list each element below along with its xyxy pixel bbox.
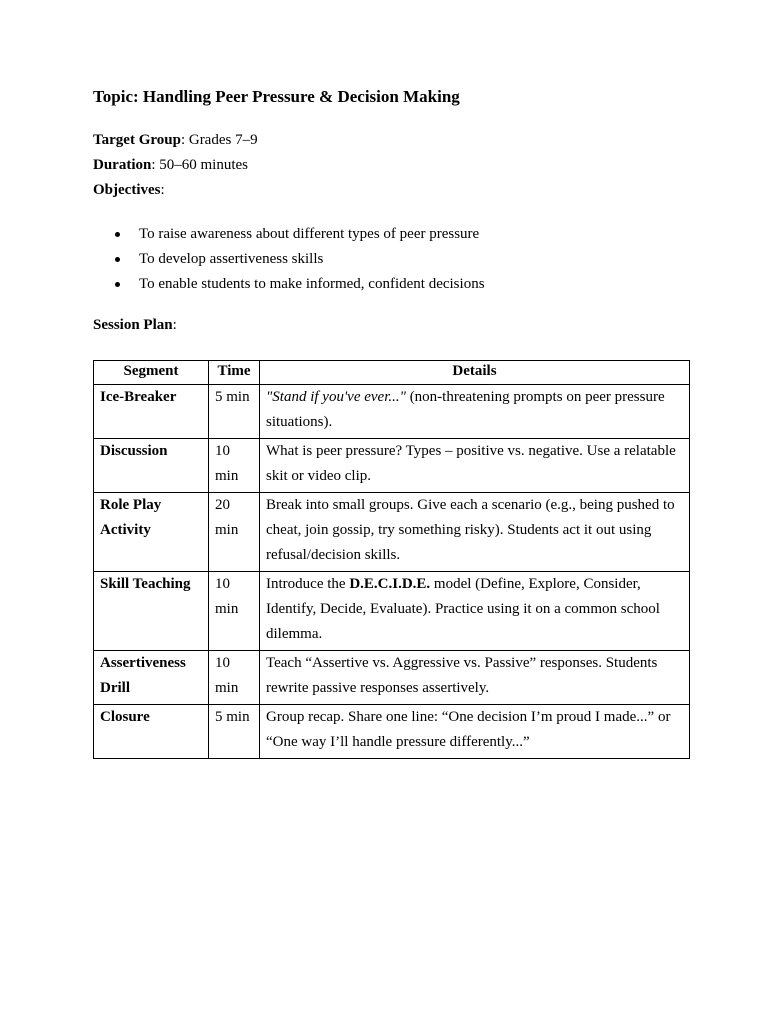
- time-cell: 10 min: [209, 439, 260, 493]
- details-cell: [260, 572, 690, 651]
- duration-line: [93, 157, 248, 174]
- table-row: [94, 439, 690, 493]
- details-pre: Introduce the: [266, 576, 350, 592]
- objectives-list: [93, 224, 485, 299]
- time-cell: 10 min: [209, 651, 260, 705]
- table-header-row: [94, 361, 690, 385]
- duration-value: : 50–60 minutes: [151, 157, 249, 173]
- details-cell: What is peer pressure? Types – positive vs. negative. Use a relatable skit or video clip.: [260, 439, 690, 493]
- list-item: [93, 249, 485, 274]
- table-row: [94, 493, 690, 572]
- segment-cell: Ice-Breaker: [94, 385, 209, 439]
- duration-label: Duration: [93, 157, 152, 173]
- segment-cell: Closure: [94, 705, 209, 759]
- table-row: [94, 572, 690, 651]
- objective-text: To enable students to make informed, confident decisions: [139, 276, 485, 292]
- target-group-value: : Grades 7–9: [180, 132, 258, 148]
- topic-heading: Topic: Handling Peer Pressure & Decision Making: [93, 87, 460, 106]
- objectives-label: Objectives: [93, 182, 161, 198]
- details-cell: [260, 385, 690, 439]
- table-row: [94, 705, 690, 759]
- objectives-suffix: :: [160, 182, 165, 198]
- header-time: Time: [209, 361, 260, 385]
- segment-cell: Discussion: [94, 439, 209, 493]
- bullet-icon: [115, 282, 120, 287]
- target-group-line: [93, 132, 258, 149]
- details-cell: Group recap. Share one line: “One decision I’m proud I made...” or “One way I’ll handle pressure differently...”: [260, 705, 690, 759]
- time-cell: 5 min: [209, 385, 260, 439]
- details-bold: D.E.C.I.D.E.: [349, 576, 431, 592]
- details-cell: Teach “Assertive vs. Aggressive vs. Passive” responses. Students rewrite passive responses assertively.: [260, 651, 690, 705]
- details-text: (non-threatening prompts on peer pressure situations).: [266, 389, 665, 430]
- objective-text: To raise awareness about different types of peer pressure: [139, 226, 480, 242]
- table-row: [94, 651, 690, 705]
- session-plan-table: [93, 360, 690, 759]
- session-plan-label: Session Plan: [93, 317, 173, 333]
- header-details: Details: [260, 361, 690, 385]
- list-item: [93, 274, 485, 299]
- bullet-icon: [115, 257, 120, 262]
- session-plan-suffix: :: [172, 317, 177, 333]
- time-cell: 10 min: [209, 572, 260, 651]
- header-segment: Segment: [94, 361, 209, 385]
- session-plan-line: [93, 317, 177, 334]
- list-item: [93, 224, 485, 249]
- objectives-line: [93, 182, 165, 199]
- segment-cell: Skill Teaching: [94, 572, 209, 651]
- details-italic: "Stand if you've ever...": [266, 389, 406, 405]
- time-cell: 20 min: [209, 493, 260, 572]
- bullet-icon: [115, 232, 120, 237]
- table-row: [94, 385, 690, 439]
- details-cell: Break into small groups. Give each a scenario (e.g., being pushed to cheat, join gossip, try something risky). Students act it out using refusal/decision skills.: [260, 493, 690, 572]
- objective-text: To develop assertiveness skills: [139, 251, 324, 267]
- time-cell: 5 min: [209, 705, 260, 759]
- details-text: model (Define, Explore, Consider, Identify, Decide, Evaluate). Practice using it on a common school dilemma.: [266, 576, 660, 642]
- segment-cell: Assertiveness Drill: [94, 651, 209, 705]
- segment-cell: Role Play Activity: [94, 493, 209, 572]
- target-group-label: Target Group: [93, 132, 181, 148]
